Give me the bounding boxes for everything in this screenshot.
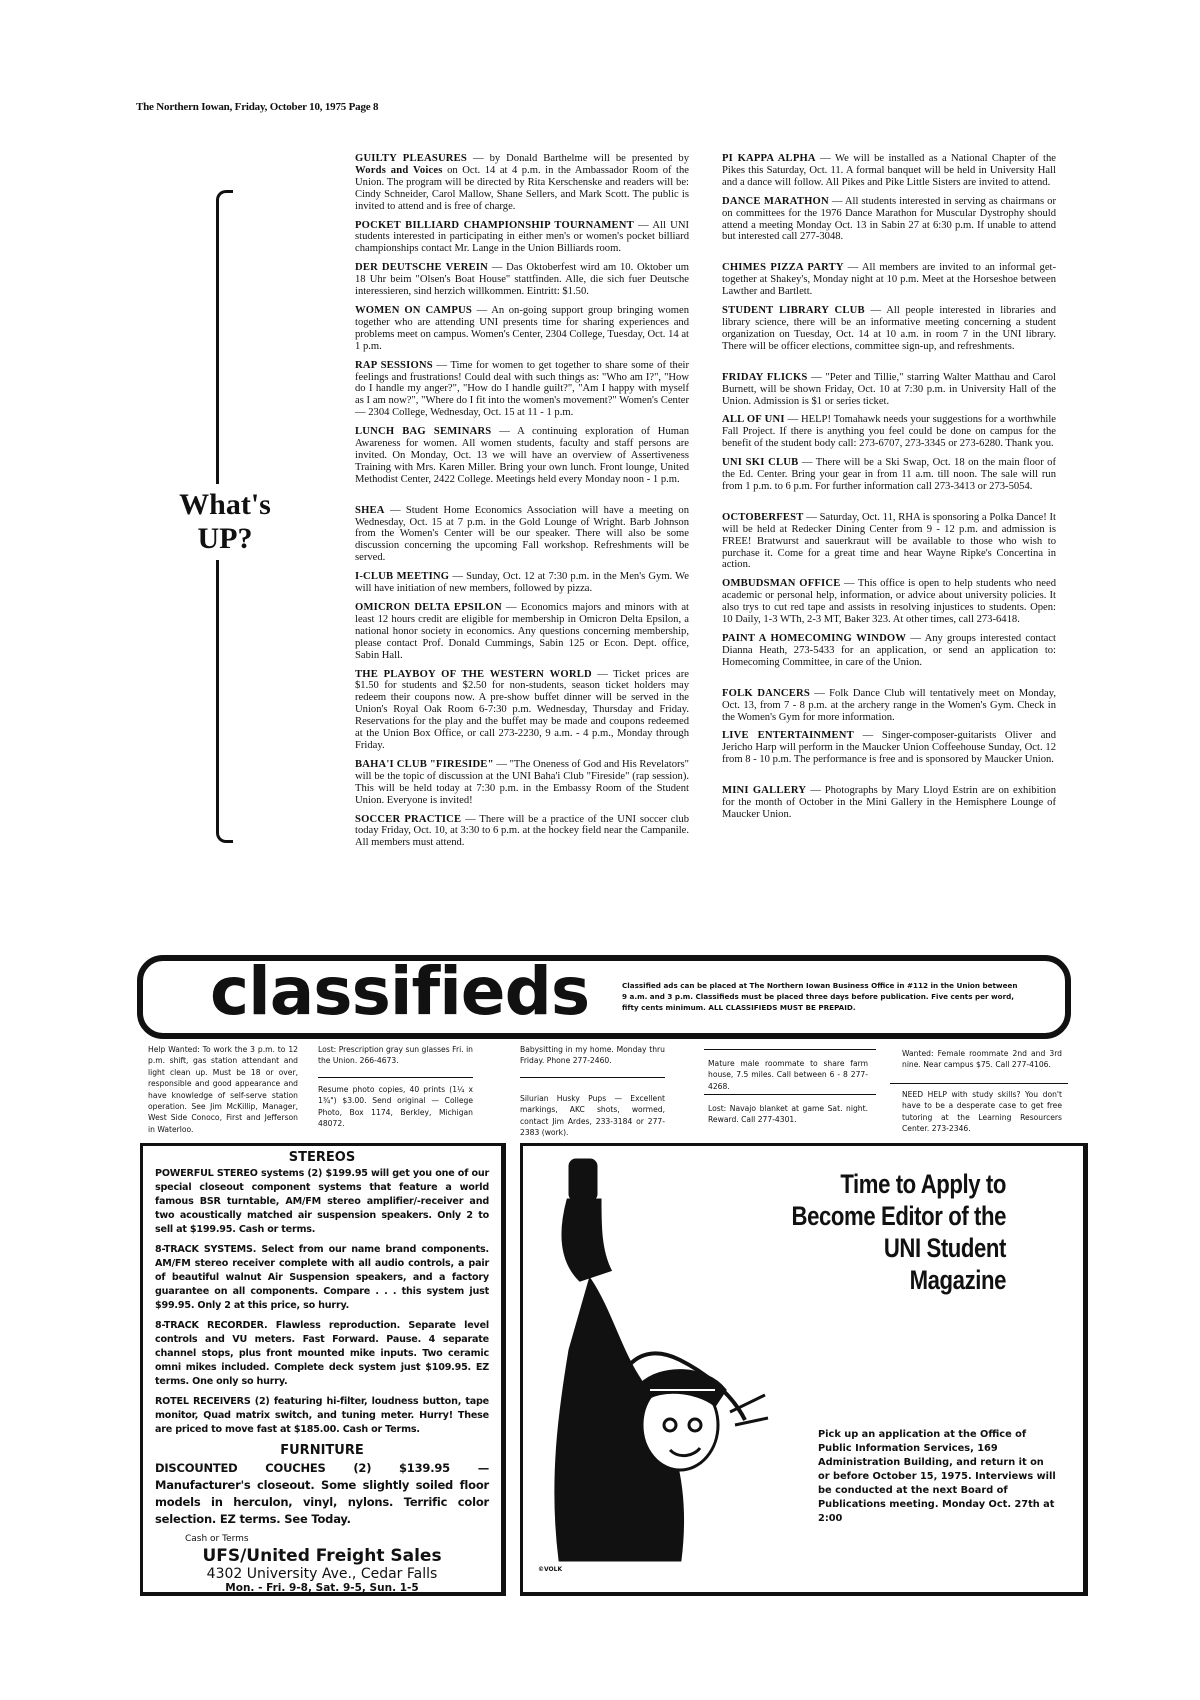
bracket-decoration — [216, 190, 233, 493]
announcement-body: Singer-composer-guitarists Oliver and Jericho Harp will perform in the Maucker Union Coffeehouse Sunday, Oct. 12 from 8 - 10 p.m. The performance is free and is sponsored by Maucker Union. — [722, 730, 1057, 766]
ad-heading: STEREOS — [288, 1150, 356, 1165]
headline-line: Time to Apply to — [840, 1169, 1006, 1199]
announcement-item: THE PLAYBOY OF THE WESTERN WORLD — Ticket prices are $1.50 for students and $2.50 for non-students, season ticket holders may redeem their coupons now. A pre-show buffet dinner will be served in the Union's Royal Oak Room 6-7:30 p.m. Wednesday, Thursday and Friday. Reservations for the play and the buffet may be made and coupons redeemed at the Union Box Office, or call 273-2230, 9 a.m. - 4 p.m., Monday through Friday. — [355, 668, 689, 751]
announcements-column-left — [355, 153, 689, 856]
announcement-body: There will be a practice of the UNI soccer club today Friday, Oct. 10, at 3:30 to 6 p.m. at the hockey field near the Campanile. All members must attend. — [355, 813, 689, 849]
announcement-item: GUILTY PLEASURES — by Donald Barthelme will be presented by Words and Voices on Oct. 14 at 4 p.m. in the Ambassador Room of the Union. The program will be directed by Rita Kerschenske and readers will be: Cindy Schneider, Carol Mallow, Shane Sellers, and Mark Scott. The public is invited to attend and is free of charge. — [355, 153, 689, 212]
editor-ad-body: Pick up an application at the Office of Public Information Services, 169 Administration Building, and return it on or before October 15, 1975. Interviews will be conducted at the next Board of Publications meeting. Monday Oct. 27th at 2:00 — [818, 1429, 1056, 1524]
divider — [318, 1077, 473, 1078]
announcement-body: HELP! Tomahawk needs your suggestions for a worthwhile Fall Project. If there is anything you feel could be done on campus for the benefit of the student body call: 273-6707, 273-3345 or 273-6280. Thank you. — [722, 414, 1056, 450]
announcement-item: FOLK DANCERS — Folk Dance Club will tentatively meet on Monday, Oct. 13, from 7 - 8 p.m. at the archery range in the Women's Gym. Check in the Women's Gym for more information. — [722, 687, 1056, 723]
divider — [520, 1077, 665, 1078]
classified-ad: Silurian Husky Pups — Excellent markings, AKC shots, wormed, contact Jim Ardes, 233-3184 or 277-2383 (work). — [520, 1094, 665, 1138]
announcement-item: SHEA — Student Home Economics Association will have a meeting on Wednesday, Oct. 15 at 7 p.m. in the Gold Lounge of Wright. Barb Johnson from the Women's Center will be our speaker. There will also be some discussion concerning the upcoming Fall workshop. Refreshments will be served. — [355, 504, 690, 564]
announcement-body: This office is open to help students who need academic or personal help, information, or advice about university policies. It also trys to cut red tape and assists in resolving injustices to students. Open: 10 Daily, 1-3 WTh, 2-3 MT, Baker 323. At other times, call 273-6418. — [722, 578, 1056, 626]
announcement-item: I-CLUB MEETING — Sunday, Oct. 12 at 7:30 p.m. in the Men's Gym. We will have initiation of new members, followed by pizza. — [355, 571, 689, 595]
announcement-title: I-CLUB MEETING — [355, 571, 450, 583]
ad-paragraph: DISCOUNTED COUCHES (2) $139.95 — Manufacturer's closeout. Some slightly soiled floor models in herculon, vinyl, nylons. Terrific color selection. EZ terms. See Today. — [155, 1461, 489, 1526]
ad-paragraph: 8-TRACK RECORDER. Flawless reproduction. Separate level controls and VU meters. Fast Forward. Pause. 4 separate channel stops, plus front mounted mike inputs. Two ceramic omni mikes included. Complete deck system just $109.95. EZ terms. One only so hurry. — [155, 1320, 489, 1387]
announcement-title: GUILTY PLEASURES — [355, 153, 468, 164]
announcement-body: by Donald Barthelme will be presented by — [489, 153, 689, 164]
classified-ad: Babysitting in my home. Monday thru Friday. Phone 277-2460. — [520, 1045, 665, 1066]
announcement-title: BAHA'I CLUB "FIRESIDE" — [355, 758, 494, 770]
announcement-title: WOMEN ON CAMPUS — [355, 304, 472, 316]
announcement-title: DER DEUTSCHE VEREIN — [355, 262, 488, 274]
stereo-advertisement — [140, 1143, 506, 1596]
announcement-title: PI KAPPA ALPHA — [722, 153, 816, 164]
announcement-body: Any groups interested contact Dianna Heath, 273-5433 for an application, or send an application to: Homecoming Committee, in care of the Union. — [722, 633, 1056, 668]
announcement-title: RAP SESSIONS — [355, 359, 433, 371]
announcement-title: OCTOBERFEST — [722, 511, 804, 523]
announcement-item: ALL OF UNI — HELP! Tomahawk needs your suggestions for a worthwhile Fall Project. If there is anything you feel could be done on campus for the benefit of the student body call: 273-6707, 273-3345 or 273-6280. Thank you. — [722, 414, 1056, 450]
announcement-body: There will be a Ski Swap, Oct. 18 on the main floor of the Ed. Center. Bring your gear in from 11 a.m. till noon. The sale will run from 1 p.m. to 6 p.m. For further information call 273-3413 or 273-5054. — [722, 457, 1057, 492]
announcement-body: on Oct. 14 at 4 p.m. in the Ambassador Room of the Union. The program will be directed by Rita Kerschenske and readers will be: Cindy Schneider, Carol Mallow, Shane Sellers, and Mark Scott. The public is invited to attend and is free of charge. — [355, 164, 689, 212]
headline-line: Become Editor of the — [791, 1201, 1006, 1231]
announcement-title: POCKET BILLIARD CHAMPIONSHIP TOURNAMENT — [355, 219, 634, 231]
announcement-body: An on-going support group bringing women together who are attending UNI presents time for sharing experiences and problems meet on campus. Women's Center, 2304 College, Tuesday, Oct. 14 at 1 p.m. — [355, 304, 689, 352]
announcement-body: "The Oneness of God and His Revelators" will be the topic of discussion at the UNI Baha'i Club "Fireside" (rap session). This will be held today at 7:30 p.m. in the Embassy Room of the Student Union. Everyone is invited! — [355, 758, 690, 806]
classified-ad: Wanted: Female roommate 2nd and 3rd nine. Near campus $75. Call 277-4106. — [902, 1049, 1062, 1070]
announcement-body: We will be installed as a National Chapter of the Pikes this Saturday, Oct. 11. A formal banquet will be held in University Hall and a dance will follow. All Pikes and Pike Little Sisters are invited to attend. — [722, 153, 1056, 188]
classified-ad: NEED HELP with study skills? You don't have to be a desperate case to get free tutoring at the Learning Resourcers Center. 273-2346. — [902, 1090, 1062, 1134]
announcement-item: RAP SESSIONS — Time for women to get together to share some of their feelings and frustrations! Could deal with such things as: "Who am I?", "How do I handle my anger?", "How do I handle guilt?", "Am I happy with myself as I am now?", "Where do I fit into the women's movement?" Women's Center — 2304 College, Wednesday, Oct. 15 at 11 - 1 p.m. — [355, 359, 689, 419]
ad-cash-terms: Cash or Terms — [185, 1534, 249, 1544]
announcement-title: LUNCH BAG SEMINARS — [355, 426, 492, 438]
announcement-body: Saturday, Oct. 11, RHA is sponsoring a Polka Dance! It will be held at Redecker Dining Center from 9 - 12 p.m. and admission is FREE! Bratwurst and sauerkraut will be available to those who wish to purchase it. Come for a great time and hear Wayne Ripke's Concertina in action. — [722, 511, 1057, 571]
announcement-item: WOMEN ON CAMPUS — An on-going support group bringing women together who are attending UNI presents time for sharing experiences and problems meet on campus. Women's Center, 2304 College, Tuesday, Oct. 14 at 1 p.m. — [355, 304, 689, 352]
announcements-column-right — [722, 153, 1056, 828]
announcement-body: Sunday, Oct. 12 at 7:30 p.m. in the Men's Gym. We will have initiation of new members, followed by pizza. — [355, 571, 689, 595]
ad-paragraph: 8-TRACK SYSTEMS. Select from our name brand components. AM/FM stereo receiver complete with all audio controls, a pair of beautiful walnut Air Suspension speakers, and a factory guarantee on all components. Compare . . . this system just $99.95. Only 2 at this price, so hurry. — [155, 1244, 489, 1311]
classified-ad: Help Wanted: To work the 3 p.m. to 12 p.m. shift, gas station attendant and light clean up. Must be 18 or over, responsible and good appearance and have knowledge of self-serve station operation. See Jim McKillip, Manager, West Side Conoco, First and Jefferson in Waterloo. — [148, 1045, 298, 1134]
announcement-body: All people interested in libraries and library science, there will be an informative meeting concerning a student organization on Tuesday, Oct. 14 at 10 a.m. in room 7 in the UNI library. There will be officer elections, committee sign-up, and refreshments. — [722, 305, 1056, 352]
announcement-item: SOCCER PRACTICE — There will be a practice of the UNI soccer club today Friday, Oct. 10, at 3:30 to 6 p.m. at the hockey field near the Campanile. All members must attend. — [355, 813, 689, 849]
announcement-item: LUNCH BAG SEMINARS — A continuing exploration of Human Awareness for women. All women students, faculty and staff persons are invited. On Monday, Oct. 13 we will have an overview of Assertiveness Training with Mrs. Karen Miller. Bring your own lunch. Front lounge, United Methodist Center, 2422 College. Meetings held every Monday noon - 1 p.m. — [355, 426, 689, 485]
announcement-title: STUDENT LIBRARY CLUB — [722, 305, 865, 317]
headline-line: Magazine — [909, 1265, 1006, 1295]
announcement-item: OMICRON DELTA EPSILON — Economics majors and minors with at least 12 hours credit are eligible for membership in Omicron Delta Epsilon, a national honor society in economics. Any questions concerning membership, please contact Prof. Donald Cummings, Sabin 125 or Econ. Dept. office, Sabin Hall. — [355, 602, 690, 661]
classified-ad: Mature male roommate to share farm house, 7.5 miles. Call between 6 - 8 277-4268. — [708, 1059, 868, 1091]
classified-ad: Lost: Prescription gray sun glasses Fri. in the Union. 266-4673. — [318, 1045, 473, 1066]
announcement-item: STUDENT LIBRARY CLUB — All people interested in libraries and library science, there will be an informative meeting concerning a student organization on Tuesday, Oct. 14 at 10 a.m. in room 7 in the UNI library. There will be officer elections, committee sign-up, and refreshments. — [722, 305, 1056, 352]
announcement-title: FRIDAY FLICKS — [722, 371, 808, 383]
announcement-body: All students interested in serving as chairmans or on committees for the 1976 Dance Marathon for Muscular Dystrophy should attend a meeting Monday Oct. 13 in Sabin 27 at 6:30 p.m. If unable to attend but interested call 277-3048. — [722, 195, 1056, 243]
ad-paragraph: ROTEL RECEIVERS (2) featuring hi-filter, loudness button, tape monitor, Quad matrix switch, and tuning meter. Hurry! These are priced to move fast at $185.00. Cash or Terms. — [155, 1396, 489, 1435]
announcement-item: FRIDAY FLICKS — "Peter and Tillie," starring Walter Matthau and Carol Burnett, will be shown Friday, Oct. 10 at 7:30 p.m. in University Hall of the Union. Admission is $1 or series ticket. — [722, 371, 1057, 407]
announcement-item: PAINT A HOMECOMING WINDOW — Any groups interested contact Dianna Heath, 273-5433 for an application, or send an application to: Homecoming Committee, in care of the Union. — [722, 633, 1056, 668]
announcement-title: FOLK DANCERS — [722, 687, 810, 699]
announcement-item: BAHA'I CLUB "FIRESIDE" — "The Oneness of God and His Revelators" will be the topic of discussion at the UNI Baha'i Club "Fireside" (rap session). This will be held today at 7:30 p.m. in the Embassy Room of the Student Union. Everyone is invited! — [355, 758, 690, 806]
announcement-title: CHIMES PIZZA PARTY — [722, 262, 844, 274]
announcement-item: MINI GALLERY — Photographs by Mary Lloyd Estrin are on exhibition for the month of October in the Mini Gallery in the Hemisphere Lounge of Maucker Union. — [722, 785, 1056, 820]
announcement-body: A continuing exploration of Human Awareness for women. All women students, faculty and staff persons are invited. On Monday, Oct. 13 we will have an overview of Assertiveness Training with Mrs. Karen Miller. Bring your own lunch. Front lounge, United Methodist Center, 2422 College. Meetings held every Monday noon - 1 p.m. — [355, 426, 689, 485]
announcement-title: SOCCER PRACTICE — [355, 813, 462, 825]
divider — [704, 1049, 876, 1050]
store-name: UFS/United Freight Sales — [202, 1546, 442, 1566]
section-title — [170, 484, 280, 560]
classifieds-title: classifieds — [210, 953, 590, 1030]
announcement-body: "Peter and Tillie," starring Walter Matthau and Carol Burnett, will be shown Friday, Oct. 10 at 7:30 p.m. in University Hall of the Union. Admission is $1 or series ticket. — [722, 371, 1057, 407]
announcement-item: OCTOBERFEST — Saturday, Oct. 11, RHA is sponsoring a Polka Dance! It will be held at Redecker Dining Center from 9 - 12 p.m. and admission is FREE! Bratwurst and sauerkraut will be available to those who wish to purchase it. Come for a great time and hear Wayne Ripke's Concertina in action. — [722, 511, 1057, 571]
announcement-item: CHIMES PIZZA PARTY — All members are invited to an informal get-together at Shakey's, Monday night at 10 p.m. Meet at the Horseshoe between Lawther and Bartlett. — [722, 262, 1056, 298]
classified-ad: Lost: Navajo blanket at game Sat. night. Reward. Call 277-4301. — [708, 1104, 868, 1125]
announcement-body: Das Oktoberfest wird am 10. Oktober um 18 Uhr beim "Olsen's Boat House" stattfinden. Alle, die sich fuer Deutsche interessieren, sind herzich willkommen. Eintritt: $1.50. — [355, 262, 690, 298]
ad-heading: FURNITURE — [280, 1443, 364, 1458]
cartoon-figure — [556, 1160, 768, 1560]
announcement-body: All UNI students interested in participating in either men's or women's pocket billiard championships contact Mr. Lange in the Union Billiards room. — [355, 219, 690, 255]
announcement-body: Time for women to get together to share some of their feelings and frustrations! Could deal with such things as: "Who am I?", "How do I handle my anger?", "How do I handle guilt?", "Am I happy with myself as I am now?", "Where do I fit into the women's movement?" Women's Center — 2304 College, Wednesday, Oct. 15 at 11 - 1 p.m. — [355, 359, 689, 419]
announcement-body: Economics majors and minors with at least 12 hours credit are eligible for membership in Omicron Delta Epsilon, a national honor society in economics. Any questions concerning membership, please contact Prof. Donald Cummings, Sabin 125 or Econ. Dept. office, Sabin Hall. — [355, 602, 690, 661]
ad-paragraph: POWERFUL STEREO systems (2) $199.95 will get you one of our special closeout component systems that feature a world famous BSR turntable, AM/FM stereo amplifier/-receiver and two acoustically matched air suspension speakers. Only 2 to sell at $199.95. Cash or terms. — [155, 1168, 489, 1235]
classifieds-info: Classified ads can be placed at The Northern Iowan Business Office in #112 in the Union between 9 a.m. and 3 p.m. Classifieds must be placed three days before publication. Five cents per word, fifty cents minimum. ALL CLASSIFIEDS MUST BE PREPAID. — [622, 981, 1018, 1012]
announcement-body: Student Home Economics Association will have a meeting on Wednesday, Oct. 15 at 7 p.m. in the Gold Lounge of Wright. Barb Johnson from the Women's Center will be our speaker. There will also be some discussion concerning the upcoming Fall workshop. Refreshments will be served. — [355, 504, 690, 564]
divider — [704, 1094, 876, 1095]
announcement-item: POCKET BILLIARD CHAMPIONSHIP TOURNAMENT — All UNI students interested in participating in either men's or women's pocket billiard championships contact Mr. Lange in the Union Billiards room. — [355, 219, 690, 255]
announcement-item: LIVE ENTERTAINMENT — Singer-composer-guitarists Oliver and Jericho Harp will perform in the Maucker Union Coffeehouse Sunday, Oct. 12 from 8 - 10 p.m. The performance is free and is sponsored by Maucker Union. — [722, 730, 1057, 766]
announcement-item: UNI SKI CLUB — There will be a Ski Swap, Oct. 18 on the main floor of the Ed. Center. Bring your gear in from 11 a.m. till noon. The sale will run from 1 p.m. to 6 p.m. For further information call 273-3413 or 273-5054. — [722, 457, 1057, 492]
announcement-title: LIVE ENTERTAINMENT — [722, 730, 854, 742]
announcement-title: PAINT A HOMECOMING WINDOW — [722, 633, 907, 644]
headline-line: UNI Student — [883, 1233, 1006, 1263]
classified-ad: Resume photo copies, 40 prints (1¼ x 1¾") $3.00. Send original — College Photo, Box 1174, Berkley, Michigan 48072. — [318, 1085, 473, 1129]
announcement-item: OMBUDSMAN OFFICE — This office is open to help students who need academic or personal help, information, or advice about university policies. It also trys to cut red tape and assists in resolving injustices to students. Open: 10 Daily, 1-3 WTh, 2-3 MT, Baker 323. At other times, call 273-6418. — [722, 578, 1056, 626]
announcement-body: Photographs by Mary Lloyd Estrin are on exhibition for the month of October in the Mini Gallery in the Hemisphere Lounge of Maucker Union. — [722, 785, 1056, 820]
section-title-line: UP? — [197, 522, 253, 555]
announcement-title: SHEA — [355, 504, 385, 516]
announcement-item: PI KAPPA ALPHA — We will be installed as a National Chapter of the Pikes this Saturday, Oct. 11. A formal banquet will be held in University Hall and a dance will follow. All Pikes and Pike Little Sisters are invited to attend. — [722, 153, 1056, 188]
page-header: The Northern Iowan, Friday, October 10, 1975 Page 8 — [136, 101, 379, 113]
bracket-decoration — [216, 555, 233, 843]
announcement-highlight: Words and Voices — [355, 164, 443, 176]
announcement-item: DER DEUTSCHE VEREIN — Das Oktoberfest wird am 10. Oktober um 18 Uhr beim "Olsen's Boat House" stattfinden. Alle, die sich fuer Deutsche interessieren, sind herzich willkommen. Eintritt: $1.50. — [355, 262, 690, 298]
editor-ad-headline — [760, 1168, 1006, 1296]
artist-signature: ©VOLK — [538, 1566, 563, 1573]
announcement-title: OMICRON DELTA EPSILON — [355, 602, 502, 613]
announcement-body: Folk Dance Club will tentatively meet on Monday, Oct. 13, from 7 - 8 p.m. at the archery range in the Women's Gym. Check in the Women's Gym for more information. — [722, 687, 1056, 723]
cartoon-illustration — [530, 1150, 780, 1570]
announcement-title: MINI GALLERY — [722, 785, 807, 797]
announcement-title: THE PLAYBOY OF THE WESTERN WORLD — [355, 668, 592, 680]
announcement-title: UNI SKI CLUB — [722, 457, 799, 469]
store-hours: Mon. - Fri. 9-8, Sat. 9-5, Sun. 1-5 — [225, 1582, 419, 1594]
section-title-line: What's — [179, 488, 271, 521]
store-address: 4302 University Ave., Cedar Falls — [206, 1566, 438, 1582]
divider — [890, 1083, 1068, 1084]
announcement-body: Ticket prices are $1.50 for students and $2.50 for non-students, season ticket holders may redeem their coupons now. A pre-show buffet dinner will be served in the Union's Royal Oak Room 6-7:30 p.m. Wednesday, Thursday and Friday. Reservations for the play and the buffet may be made and coupons redeemed at the Union Box Office, or call 273-2230, 9 a.m. - 4 p.m., Monday through Friday. — [355, 668, 689, 751]
announcement-body: All members are invited to an informal get-together at Shakey's, Monday night at 10 p.m. Meet at the Horseshoe between Lawther and Bartlett. — [722, 262, 1056, 298]
announcement-title: ALL OF UNI — [722, 414, 785, 426]
announcement-title: OMBUDSMAN OFFICE — [722, 578, 841, 590]
announcement-item: DANCE MARATHON — All students interested in serving as chairmans or on committees for the 1976 Dance Marathon for Muscular Dystrophy should attend a meeting Monday Oct. 13 in Sabin 27 at 6:30 p.m. If unable to attend but interested call 277-3048. — [722, 195, 1056, 243]
announcement-title: DANCE MARATHON — [722, 195, 829, 207]
